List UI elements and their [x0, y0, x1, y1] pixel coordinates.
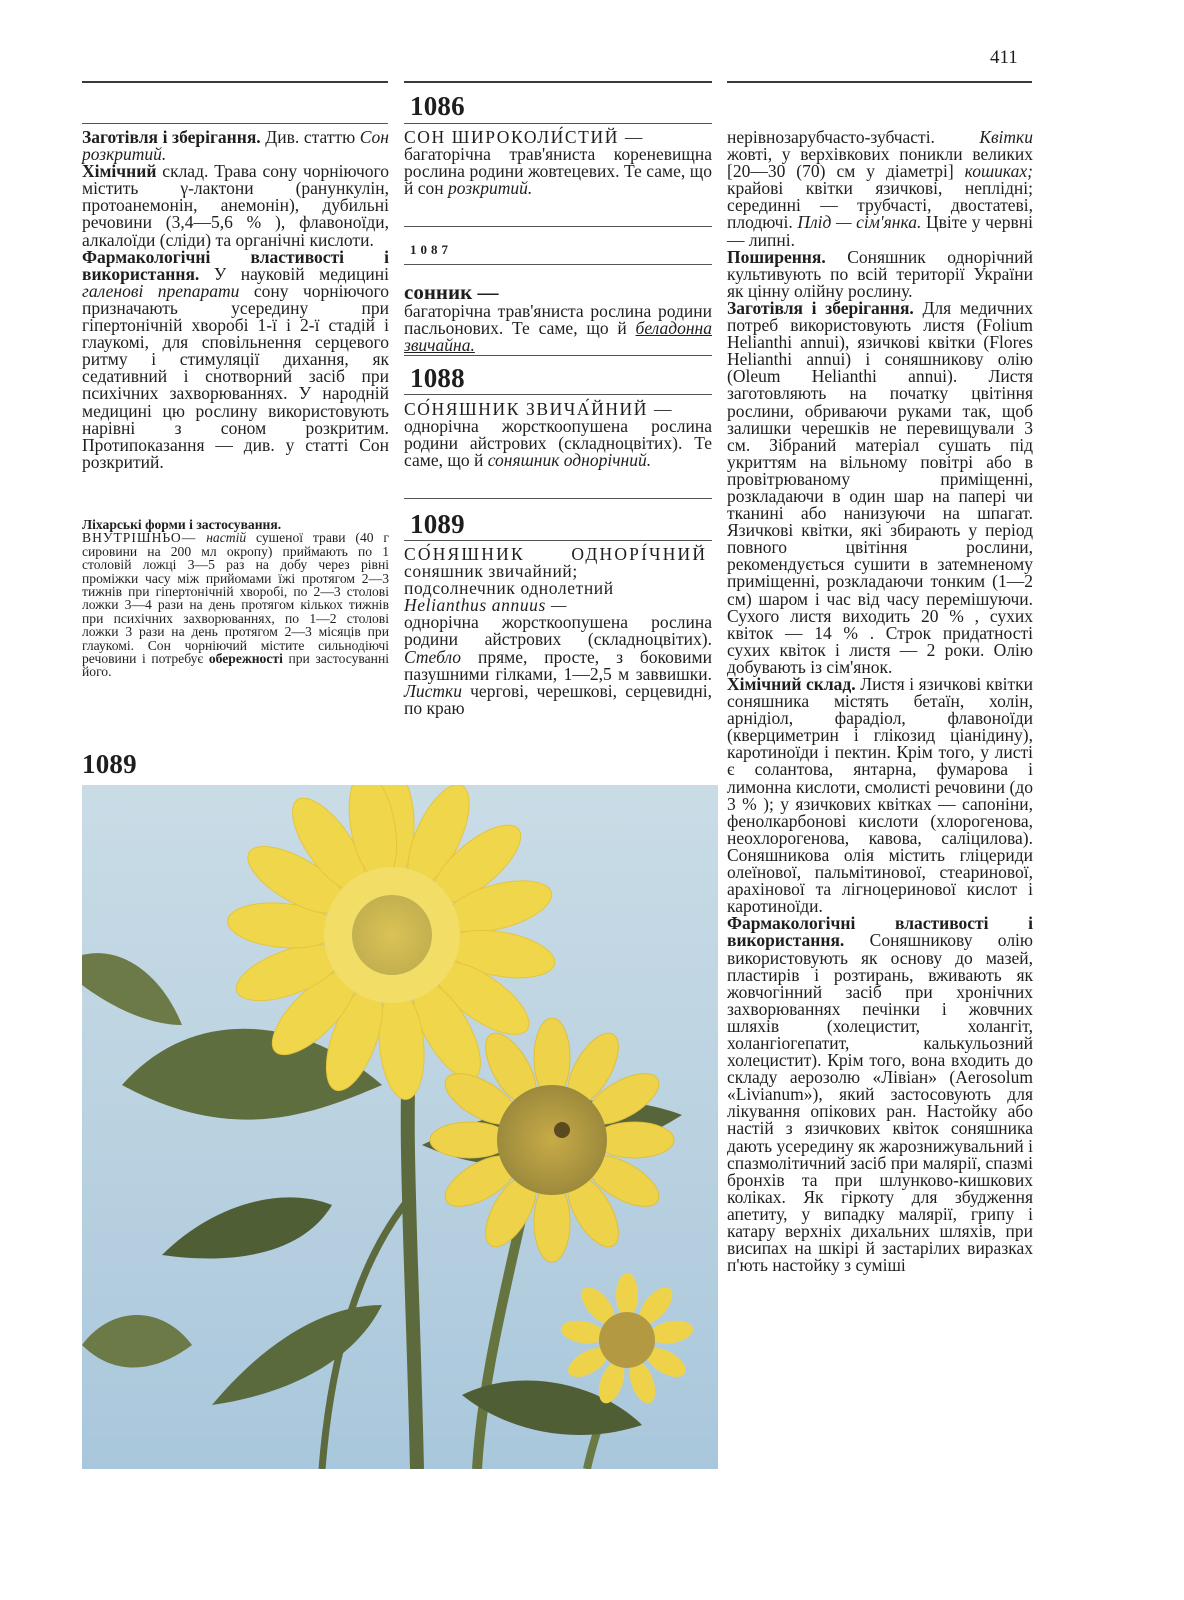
entry-number-1087: 1087	[410, 242, 452, 257]
entry-1089-synonym-2: подсолнечник однолетний	[404, 578, 614, 599]
entry-1088	[404, 401, 712, 469]
col1-paragraph-pharmacology: Фармакологічні властивості і використання. У науковій медицині галенові препарати сону чорніючого призначають усередину при гіпертонічній хворобі 1-ї і 2-ї стадій і глаукомі, для сповільнення серцевого ритму і стимуляції дихання, як седативний і снотворний засіб при психічних захворюваннях. У народній медицині цю рослину використовують нарівні з соном розкритим. Протипоказання — див. у статті Сон розкритий.	[82, 246, 389, 472]
col2-rule-1086	[404, 123, 712, 124]
col2-rule-1088	[404, 355, 712, 356]
col2-rule-1087a	[404, 226, 712, 227]
column-1	[82, 129, 389, 471]
col1-rule	[82, 123, 388, 124]
col2-rule-1089	[404, 498, 712, 499]
col3-paragraph-storage: Заготівля і зберігання. Для медичних потреб використовують листя (Folium Helianthi annui), язичкові квітки (Flores Helianthi annui) і соняшникову олію (Oleum Helianthi annui). Листя заготовляють на початку цвітіння рослини, обриваючи руками так, щоб залишки черешків не перевищували 3 см. Зібраний матеріал сушать під укриттям на вільному повітрі або в провітрюваному приміщенні, розкладаючи в один шар на папері чи тканині або нанизуючи на шпагат. Язичкові квітки, які збирають у період повного цвітіння рослини, рекомендується сушити в затемненому приміщенні, розкладаючи тонким (1—2 см) шаром і час від часу перемішуючи. Сухого листя виходить 20 % , сухих квіток — 14 % . Строк придатності сухих квіток і листя — 2 роки. Олію добувають із сім'янок.	[727, 297, 1033, 677]
col2-rule-1087b	[404, 264, 712, 265]
col2-rule-1089b	[404, 540, 712, 541]
entry-number-1089: 1089	[410, 509, 465, 539]
top-rule-middle	[404, 81, 712, 83]
col3-paragraph-chemistry: Хімічний склад. Листя і язичкові квітки соняшника містять бетаїн, холін, арнідіол, фарадіол, флавоноїди (кверциметрин і глікозид ціанідину), каротиноїди і пектин. Крім того, у листі є солантова, янтарна, фумарова і лимонна кислоти, смолисті речовини (до 3 % ); у язичкових квітках — сапоніни, фенолкарбонові кислоти (хлорогенова, неохлорогенова, кавова, саліцилова). Соняшникова олія містить гліцериди олеїнової, пальмітинової, стеаринової, арахінової та лігноцеринової кислот і каротиноїди.	[727, 674, 1034, 917]
col3-paragraph-pharmacology: Фармакологічні властивості і використання. Соняшникову олію використовують як основу до мазей, пластирів і розтирань, вживають як жовчогінний засіб при хронічних захворюваннях печінки і жовчних шляхів (холецистит, холангіт, холангіогепатит, калькульозний холецистит). Крім того, вона входить до складу аерозолю «Лівіан» (Aerosolum «Livianum»), який застосовують для лікування опікових ран. Настойку або настій з язичкових квіток соняшника дають усередину як жарознижувальний і спазмолітичний засіб при малярії, спазмі бронхів та при шлунково-кишкових коліках. Як гіркоту для збудження апетиту, у випадку малярії, грипу і катару верхніх дихальних шляхів, при висипах на шкірі й застарілих виразках п'ють настойку з суміші	[727, 913, 1033, 1276]
entry-1087	[404, 281, 712, 354]
col1-paragraph-chemistry: Хімічний склад. Трава сону чорніючого містить γ-лактони (ранункулін, протоанемонін, анемонін), дубильні речовини (3,4—5,6 % ), флавоноїди, алкалоїди (сліди) та органічні кислоти.	[82, 161, 389, 250]
entry-1086-text: багаторічна трав'яниста кореневищна рослина родини жовтецевих. Те саме, що й сон розкритий.	[404, 144, 712, 199]
entry-1088-title: СО́НЯШНИК ЗВИЧА́ЙНИЙ —	[404, 399, 674, 419]
entry-1087-text: багаторічна трав'яниста рослина родини пасльонових. Те саме, що й беладонна звичайна.	[404, 301, 712, 356]
entry-number-1088: 1088	[410, 363, 465, 393]
col1-dosage-forms	[82, 518, 389, 679]
entry-1087-title: сонник —	[404, 280, 499, 304]
page-number: 411	[990, 47, 1018, 68]
entry-1089-synonym-1: соняшник звичайний;	[404, 561, 578, 582]
col3-paragraph-distribution: Поширення. Соняшник однорічний культивують по всій території України як цінну олійну рослину.	[727, 246, 1033, 301]
top-rule-left	[82, 81, 388, 83]
col1-paragraph-dosage: Ліхарські форми і застосування. ВНУТРІШНЬО— настій сушеної трави (40 г сировини на 200 мл окропу) приймають по 1 столовій ложці 3—5 раз на добу через рівні проміжки часу між прийомами їжі протягом 2—3 тижнів при гіпертонічній хворобі, по 2—3 столові ложки 3—4 рази на день протягом кількох тижнів при психічних захворюваннях, по 1—2 столові ложки 3 рази на день протягом 2—3 місяців при глаукомі. Сон чорніючий містите сильнодіючі речовини і потребує обережності при застосуванні його.	[82, 517, 389, 680]
entry-1089-text: однорічна жорсткоопушена рослина родини айстрових (складноцвітих). Стебло пряме, просте, з боковими пазушними гілками, 1—2,5 м заввишки. Листки чергові, черешкові, серцевидні, по краю	[404, 612, 712, 718]
entry-1089	[404, 546, 712, 717]
col3-paragraph-description: нерівнозарубчасто-зубчасті. Квітки жовті, у верхівкових поникли великих [20—30 (70) см у діаметрі] кошиках; крайові квітки язичкові, неплідні; серединні — трубчасті, двостатеві, плодючі. Плід — сім'янка. Цвіте у червні — липні.	[727, 127, 1033, 250]
col2-rule-1088b	[404, 394, 712, 395]
sunflower-illustration	[82, 785, 718, 1469]
entry-1086	[404, 129, 712, 197]
entry-1089-title: СО́НЯШНИК ОДНОРІ́ЧНИЙ	[404, 544, 708, 564]
col1-paragraph-storage: Заготівля і зберігання. Див. статтю Сон розкритий.	[82, 127, 389, 165]
top-rule-right	[727, 81, 1032, 83]
entry-1088-text: однорічна жорсткоопушена рослина родини айстрових (складноцвітих). Те саме, що й соняшник однорічний.	[404, 416, 712, 471]
entry-1089-latin-name: Helianthus annuus —	[404, 595, 568, 616]
column-3	[727, 129, 1033, 1274]
entry-number-1086: 1086	[410, 91, 465, 121]
figure-label: 1089	[82, 749, 137, 779]
entry-1086-title: СОН ШИРОКОЛИ́СТИЙ —	[404, 127, 645, 147]
